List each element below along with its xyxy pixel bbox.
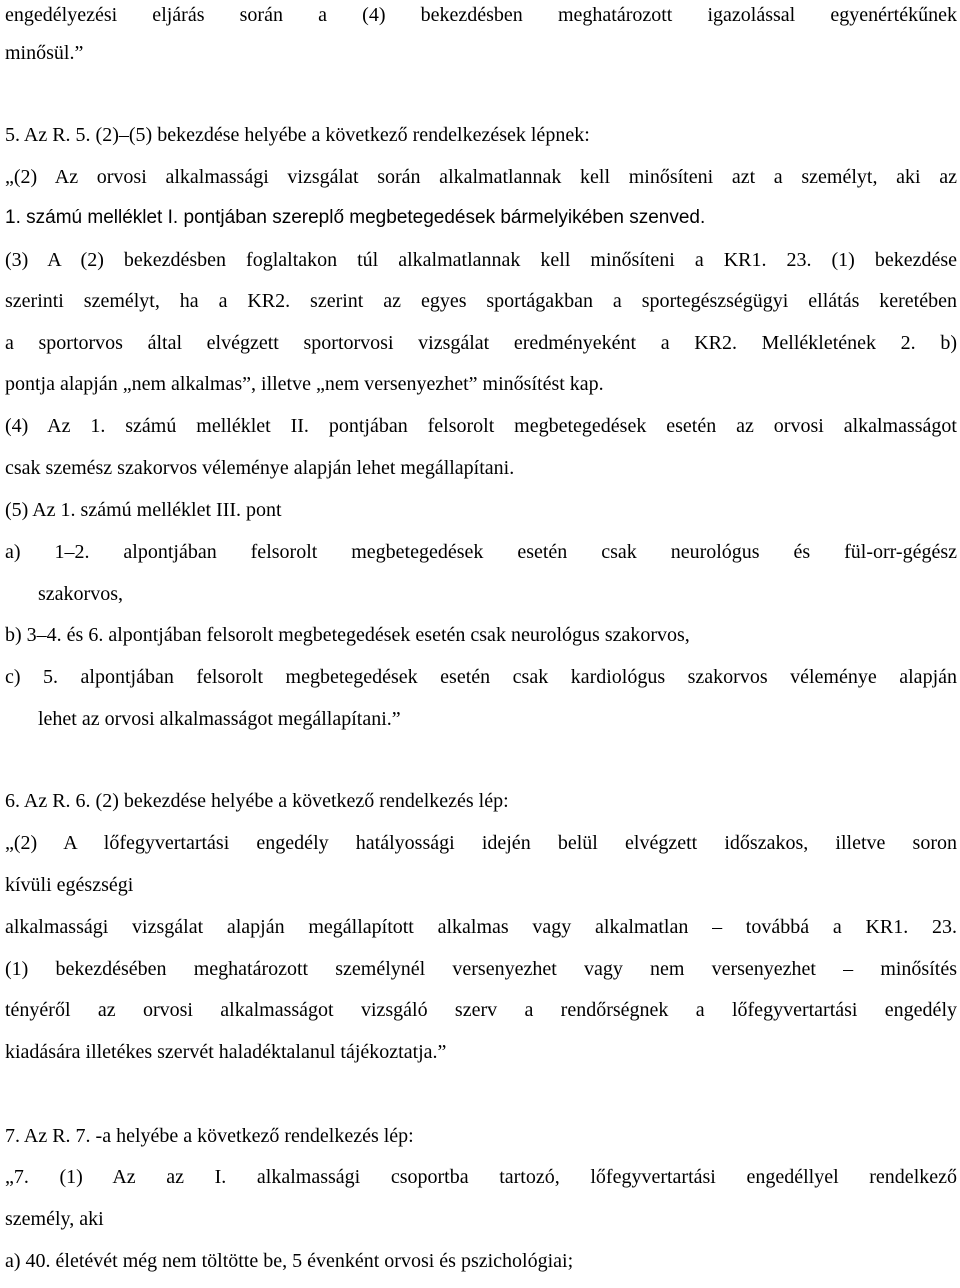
text-line: tényéről az orvosi alkalmasságot vizsgáló szerv a rendőrségnek a lőfegyvertartási engedély [5,999,957,1021]
text-line: a sportorvos által elvégzett sportorvosi vizsgálat eredményeként a KR2. Mellékletének 2. b) [5,332,957,354]
list-item-continuation: lehet az orvosi alkalmasságot megállapítani.” [38,708,401,730]
text-line: „(2) A lőfegyvertartási engedély hatályossági idején belül elvégzett időszakos, illetve soron [5,832,957,854]
text-line: (4) Az 1. számú melléklet II. pontjában felsorolt megbetegedések esetén az orvosi alkalmasságot [5,415,957,437]
text-line: (1) bekezdésében meghatározott személynél versenyezhet vagy nem versenyezhet – minősítés [5,958,957,980]
text-line: (5) Az 1. számú melléklet III. pont [5,499,282,521]
list-item-continuation: szakorvos, [38,583,123,605]
text-line: pontja alapján „nem alkalmas”, illetve „nem versenyezhet” minősítést kap. [5,373,604,395]
text-line: csak szemész szakorvos véleménye alapján lehet megállapítani. [5,457,515,479]
text-line: „(2) Az orvosi alkalmassági vizsgálat során alkalmatlannak kell minősíteni azt a személyt, aki az [5,166,957,188]
text-line: engedélyezési eljárás során a (4) bekezdésben meghatározott igazolással egyenértékűnek [5,4,957,26]
text-line: (3) A (2) bekezdésben foglaltakon túl alkalmatlannak kell minősíteni a KR1. 23. (1) bekezdése [5,249,957,271]
text-line: minősül.” [5,42,84,64]
text-line: szerinti személyt, ha a KR2. szerint az egyes sportágakban a sportegészségügyi ellátás keretében [5,290,957,312]
section-heading: 6. Az R. 6. (2) bekezdése helyébe a következő rendelkezés lép: [5,790,509,812]
list-item: a) 1–2. alpontjában felsorolt megbetegedések esetén csak neurológus és fül-orr-gégész [5,541,957,563]
text-line: 1. számú melléklet I. pontjában szereplő megbetegedések bármelyikében szenved. [5,207,706,228]
list-item: b) 3–4. és 6. alpontjában felsorolt megbetegedések esetén csak neurológus szakorvos, [5,624,690,646]
text-line: alkalmassági vizsgálat alapján megállapított alkalmas vagy alkalmatlan – továbbá a KR1. 23. [5,916,957,938]
text-line: „7. (1) Az az I. alkalmassági csoportba tartozó, lőfegyvertartási engedéllyel rendelkező [5,1166,957,1188]
text-line: személy, aki [5,1208,104,1230]
list-item: c) 5. alpontjában felsorolt megbetegedések esetén csak kardiológus szakorvos véleménye alapján [5,666,957,688]
section-heading: 7. Az R. 7. -a helyébe a következő rendelkezés lép: [5,1125,414,1147]
section-heading: 5. Az R. 5. (2)–(5) bekezdése helyébe a következő rendelkezések lépnek: [5,124,590,146]
text-line: kiadására illetékes szervét haladéktalanul tájékoztatja.” [5,1041,447,1063]
text-line: kívüli egészségi [5,874,134,896]
list-item: a) 40. életévét még nem töltötte be, 5 évenként orvosi és pszichológiai; [5,1250,574,1272]
